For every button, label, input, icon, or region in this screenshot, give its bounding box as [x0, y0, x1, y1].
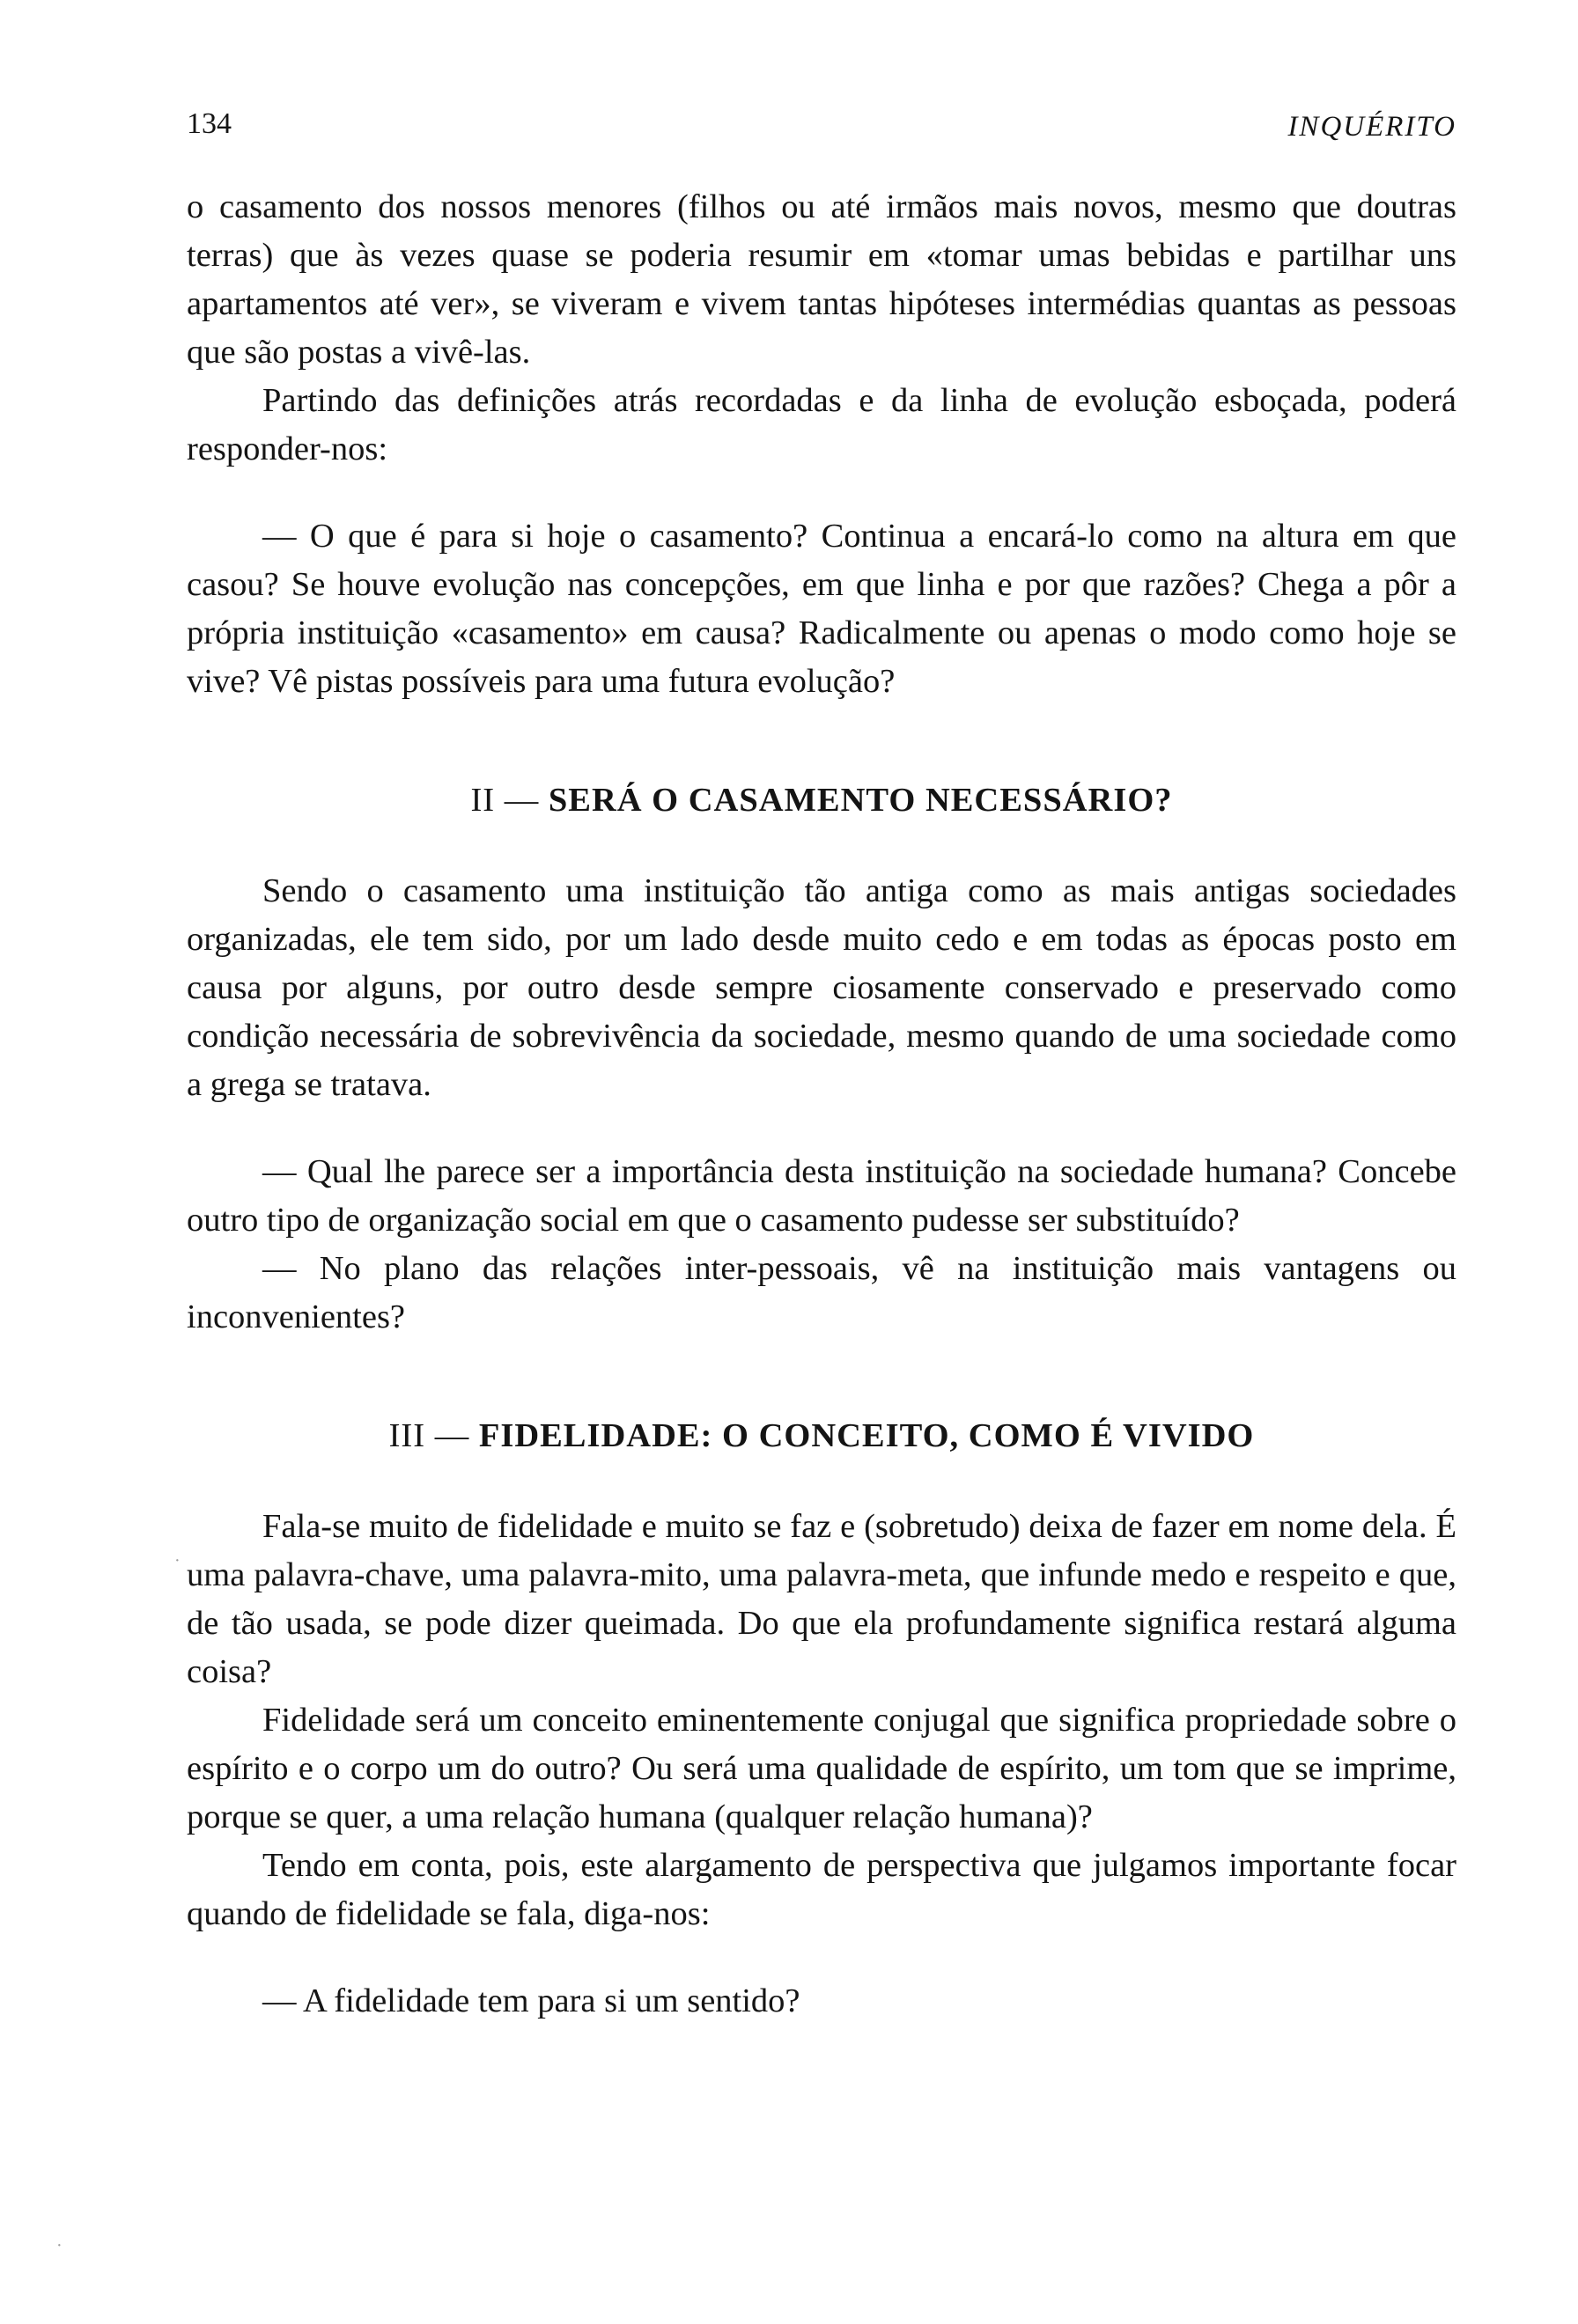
paragraph: Fala-se muito de fidelidade e muito se faz e (sobretudo) deixa de fazer em nome dela. É uma palavra-chave, uma palavra-mito, uma palavra-meta, que infunde medo e respeito e que, de tão usada, se pode dizer queimada. Do que ela profundamente significa restará alguma coisa?: [187, 1508, 1456, 1690]
paragraph: Partindo das definições atrás recordadas e da linha de evolução esboçada, poderá responder-nos:: [187, 382, 1456, 467]
page-body: [187, 183, 1456, 2026]
scan-speck: ·: [56, 2236, 63, 2255]
section-title: FIDELIDADE: O CONCEITO, COMO É VIVIDO: [478, 1417, 1255, 1454]
page-number: 134: [187, 107, 232, 140]
section-title: SERÁ O CASAMENTO NECESSÁRIO?: [548, 782, 1173, 819]
paragraph: Sendo o casamento uma instituição tão antiga como as mais antigas sociedades organizadas, ele tem sido, por um lado desde muito cedo e em todas as épocas posto em causa por alguns, por outro desde sempre ciosamente conservado e preservado como condição necessária de sobrevivência da sociedade, mesmo quando de uma sociedade como a grega se tratava.: [187, 872, 1456, 1103]
section-numeral: II —: [470, 782, 540, 819]
question: — Qual lhe parece ser a importância desta instituição na sociedade humana? Concebe outro tipo de organização social em que o casamento pudesse ser substituído?: [187, 1153, 1456, 1239]
question: — A fidelidade tem para si um sentido?: [262, 1982, 800, 2019]
question: — O que é para si hoje o casamento? Continua a encará-lo como na altura em que casou? Se houve evolução nas concepções, em que linha e por que razões? Chega a pôr a própria instituição «casamento» em causa? Radicalmente ou apenas o modo como hoje se vive? Vê pistas possíveis para uma futura evolução?: [187, 518, 1456, 700]
paragraph: Fidelidade será um conceito eminentemente conjugal que significa propriedade sobre o espírito e o corpo um do outro? Ou será uma qualidade de espírito, um tom que se imprime, porque se quer, a uma relação humana (qualquer relação humana)?: [187, 1702, 1456, 1835]
question: — No plano das relações inter-pessoais, vê na instituição mais vantagens ou inconvenientes?: [187, 1250, 1456, 1335]
scan-speck: ·: [174, 1551, 181, 1570]
running-head: INQUÉRITO: [1287, 111, 1456, 143]
paragraph: o casamento dos nossos menores (filhos ou até irmãos mais novos, mesmo que doutras terras) que às vezes quase se poderia resumir em «tomar umas bebidas e partilhar uns apartamentos até ver», se viveram e vivem tantas hipóteses intermédias quantas as pessoas que são postas a vivê-las.: [187, 188, 1456, 371]
paragraph: Tendo em conta, pois, este alargamento de perspectiva que julgamos importante focar quando de fidelidade se fala, diga-nos:: [187, 1847, 1456, 1932]
section-numeral: III —: [388, 1417, 470, 1454]
page-header: [187, 107, 1456, 151]
section-heading: [187, 1412, 1456, 1460]
section-heading: [187, 776, 1456, 825]
